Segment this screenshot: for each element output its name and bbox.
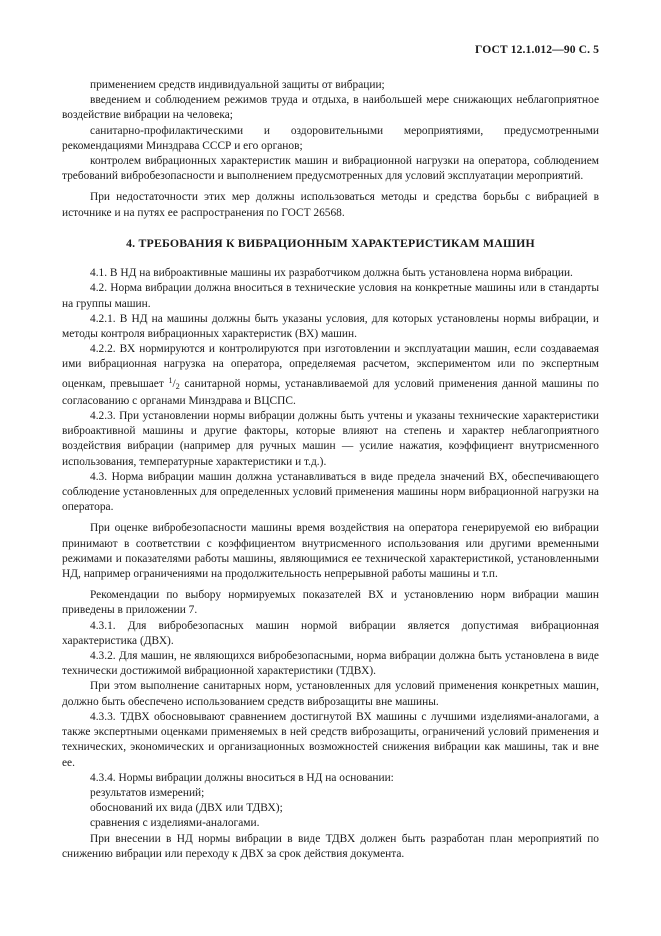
clause-4-2-2-part-b: санитарной нормы, устанавливаемой для условий применения данной машины по согласованию с органами Минздрава и ВЦСПС. <box>62 377 599 407</box>
page-header: ГОСТ 12.1.012—90 С. 5 <box>475 43 599 56</box>
intro-item-4: контролем вибрационных характеристик машин и вибрационной нагрузки на оператора, соблюдением требований вибробезопасности и выполнением предусмотренных для условий эксплуатации мероприятий. <box>62 155 599 183</box>
clause-4-3-recommendations: Рекомендации по выбору нормируемых показателей ВХ и установлению норм вибрации машин приведены в приложении 7. <box>62 589 599 617</box>
clause-4-3-2: 4.3.2. Для машин, не являющихся вибробезопасными, норма вибрации должна быть установлена в виде технически достижимой вибрационной характеристики (ТДВХ). <box>62 650 599 678</box>
list-item-comparison: сравнения с изделиями-аналогами. <box>90 817 260 830</box>
clause-4-3-time-assessment: При оценке вибробезопасности машины время воздействия на оператора генерируемой ею вибрации принимают в соответствии с коэффициентом внутрисменного использования или другими временными режимами и показателями работы машины, являющимися ее технической характеристикой, установленными НД, например ограничениями на продолжительность непрерывной работы машины и т.п. <box>62 522 599 581</box>
intro-item-1: применением средств индивидуальной защиты от вибрации; <box>90 79 385 91</box>
clause-4-3-2-note: При этом выполнение санитарных норм, установленных для условий применения конкретных машин, должно быть обеспечено использованием средств виброзащиты вне машины. <box>62 680 599 708</box>
section-title: 4. ТРЕБОВАНИЯ К ВИБРАЦИОННЫМ ХАРАКТЕРИСТИКАМ МАШИН <box>126 236 535 250</box>
list-item-measurements: результатов измерений; <box>90 786 205 799</box>
fraction-numerator: 1 <box>168 375 173 385</box>
clause-4-2-2-part-a: 4.2.2. ВХ нормируются и контролируются при изготовлении и эксплуатации машин, если создаваемая ими вибрационная нагрузка на оператора, определяемая расчетом, экспериментом или по экспертным оценкам, превышает <box>62 343 599 390</box>
intro-block <box>62 78 599 221</box>
clause-4-3-4: 4.3.4. Нормы вибрации должны вноситься в НД на основании: <box>90 771 394 784</box>
clause-4-3-1: 4.3.1. Для вибробезопасных машин нормой вибрации является допустимая вибрационная характеристика (ДВХ). <box>62 619 599 647</box>
intro-item-5: При недостаточности этих мер должны использоваться методы и средства борьбы с вибрацией в источнике и на путях ее распространения по ГОСТ 26568. <box>62 191 599 219</box>
clause-4-3-4-plan: При внесении в НД нормы вибрации в виде ТДВХ должен быть разработан план мероприятий по снижению вибрации или переходу к ДВХ за срок действия документа. <box>62 832 599 860</box>
list-item-justification: обоснований их вида (ДВХ или ТДВХ); <box>90 802 283 815</box>
clause-4-3-3: 4.3.3. ТДВХ обосновывают сравнением достигнутой ВХ машины с лучшими изделиями-аналогами, а также экспертными оценками применяемых в ней средств виброзащиты, ограничений условий применения и технических, экономических и организационных возможностей снижения вибрации как машины, так и вне ее. <box>62 710 599 769</box>
intro-item-2: введением и соблюдением режимов труда и отдыха, в наибольшей мере снижающих неблагоприятное воздействие вибрации на человека; <box>62 94 599 122</box>
intro-item-3: санитарно-профилактическими и оздоровительными мероприятиями, предусмотренными рекомендациями Минздрава СССР и его органов; <box>62 124 599 152</box>
clause-4-2: 4.2. Норма вибрации должна вноситься в технические условия на конкретные машины или в стандарты на группы машин. <box>62 282 599 310</box>
clause-4-3: 4.3. Норма вибрации машин должна устанавливаться в виде предела значений ВХ, обеспечивающего соблюдение установленных для определенных условий применения машины норм вибрационной нагрузки на оператора. <box>62 470 599 514</box>
clause-4-2-3: 4.2.3. При установлении нормы вибрации должны быть учтены и указаны технические характеристики виброактивной машины и другие факторы, которые влияют на степень и характер неблагоприятного воздействия вибрации (например для ручных машин — усилие нажатия, коэффициент внутрисменного использования, температурные характеристики и т.д.). <box>62 410 599 468</box>
clause-4-2-1: 4.2.1. В НД на машины должны быть указаны условия, для которых установлены нормы вибрации, и методы контроля вибрационных характеристик (ВХ) машин. <box>62 312 599 341</box>
clause-4-2-2: 4.2.2. ВХ нормируются и контролируются при изготовлении и эксплуатации машин, если создаваемая ими вибрационная нагрузка на оператора, определяемая расчетом, экспериментом или по экспертным оценкам, превышает $^1/_2$ санитарной нормы, устанавливаемой для условий применения данной машины по согласованию с органами Минздрава и ВЦСПС. <box>62 343 599 407</box>
fraction-denominator: 2 <box>175 381 180 391</box>
clause-4-1: 4.1. В НД на виброактивные машины их разработчиком должна быть установлена норма вибрации. <box>90 267 573 280</box>
section-4 <box>62 236 599 862</box>
